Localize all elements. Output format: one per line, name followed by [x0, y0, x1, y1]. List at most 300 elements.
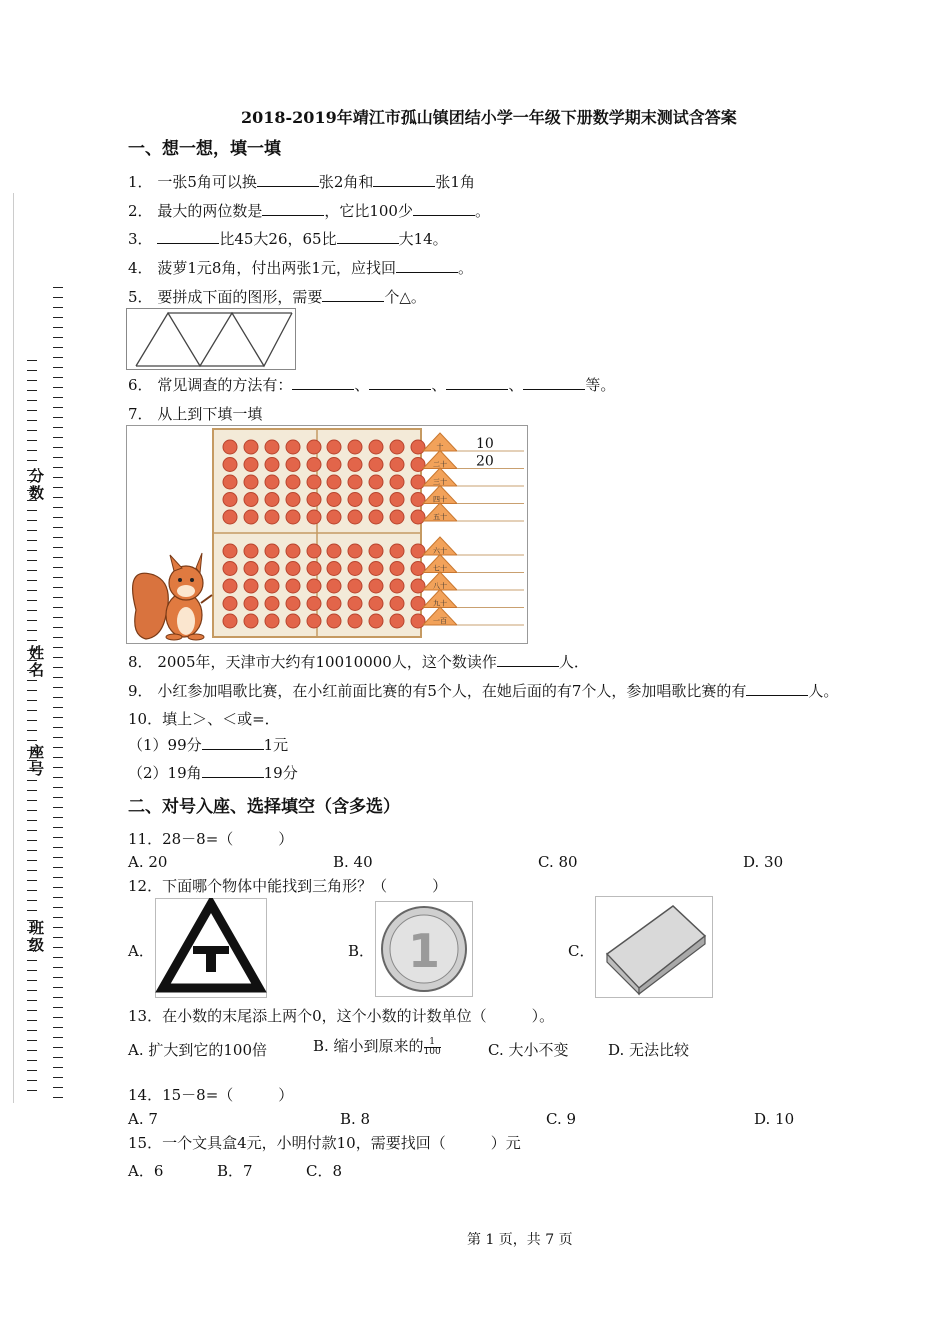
dash-mark: [53, 377, 63, 378]
dash-mark: [27, 460, 37, 461]
bead: [307, 562, 321, 576]
bead: [348, 440, 362, 454]
dash-mark: [27, 400, 37, 401]
bead: [286, 597, 300, 611]
dash-mark: [27, 420, 37, 421]
dash-mark: [27, 1010, 37, 1011]
dash-mark: [53, 617, 63, 618]
dash-mark: [53, 627, 63, 628]
option-a[interactable]: A．6: [128, 1162, 164, 1180]
question-15: 15．一个文具盒4元，小明付款10，需要找回（ ）元: [128, 1134, 521, 1152]
bead: [390, 562, 404, 576]
dash-mark: [27, 780, 37, 781]
dash-mark: [53, 357, 63, 358]
dash-mark: [53, 937, 63, 938]
dash-mark: [53, 1057, 63, 1058]
dash-mark: [27, 610, 37, 611]
margin-label-name: 姓名: [27, 645, 45, 679]
bead: [369, 579, 383, 593]
dash-mark: [27, 1030, 37, 1031]
bead: [390, 493, 404, 507]
dash-mark: [53, 287, 63, 288]
bead: [223, 562, 237, 576]
option-d[interactable]: D. 30: [743, 853, 784, 871]
bead: [369, 475, 383, 489]
ladder-label: 九十: [433, 599, 447, 608]
answer-blank[interactable]: [257, 172, 319, 187]
dash-mark: [27, 1020, 37, 1021]
ladder-label: 三十: [433, 478, 447, 486]
dash-mark: [53, 297, 63, 298]
dash-column-right: [53, 287, 63, 1107]
bead: [286, 562, 300, 576]
bead: [307, 510, 321, 524]
dash-mark: [53, 857, 63, 858]
bead: [244, 510, 258, 524]
bead: [411, 562, 425, 576]
option-c[interactable]: C. 80: [538, 853, 578, 871]
ladder-label: 二十: [433, 460, 447, 469]
bead: [390, 510, 404, 524]
page-title: 2018-2019年靖江市孤山镇团结小学一年级下册数学期末测试含答案: [241, 108, 737, 127]
question-10: 10．填上＞、＜或=．: [128, 710, 280, 728]
coin-digit: 1: [407, 924, 441, 978]
dash-mark: [27, 600, 37, 601]
bead: [390, 440, 404, 454]
dash-mark: [27, 790, 37, 791]
bead: [327, 493, 341, 507]
bead: [244, 440, 258, 454]
answer-blank[interactable]: [497, 652, 559, 667]
dash-mark: [53, 967, 63, 968]
dash-mark: [27, 570, 37, 571]
dash-mark: [27, 1040, 37, 1041]
bead: [244, 597, 258, 611]
option-b[interactable]: B. 8: [340, 1110, 371, 1128]
bead: [411, 458, 425, 472]
dash-mark: [27, 530, 37, 531]
page-footer: 第 1 页，共 7 页: [467, 1232, 573, 1248]
dash-mark: [53, 767, 63, 768]
bead: [223, 475, 237, 489]
dash-mark: [53, 747, 63, 748]
dash-mark: [53, 407, 63, 408]
margin-label-score: 分数: [27, 468, 45, 502]
dash-mark: [27, 520, 37, 521]
dash-mark: [53, 827, 63, 828]
question-4: 4． 菠萝1元8角，付出两张1元，应找回 。: [128, 259, 473, 277]
bead: [265, 544, 279, 558]
section-2-heading: 二、对号入座、选择填空（含多选）: [128, 797, 400, 817]
bead: [286, 458, 300, 472]
bead: [411, 597, 425, 611]
dash-mark: [27, 640, 37, 641]
bead: [348, 475, 362, 489]
dash-mark: [53, 807, 63, 808]
dash-mark: [27, 890, 37, 891]
dash-mark: [53, 517, 63, 518]
bead: [286, 493, 300, 507]
ladder-label: 五十: [433, 513, 447, 521]
dash-mark: [53, 697, 63, 698]
dash-mark: [27, 970, 37, 971]
dash-mark: [53, 757, 63, 758]
dash-mark: [53, 587, 63, 588]
dash-mark: [53, 897, 63, 898]
option-a[interactable]: A. 20: [128, 853, 168, 871]
dash-mark: [27, 550, 37, 551]
bead: [348, 493, 362, 507]
bead: [307, 493, 321, 507]
option-b[interactable]: B．7: [217, 1162, 253, 1180]
dash-mark: [53, 327, 63, 328]
answer-blank[interactable]: [746, 681, 808, 696]
dash-mark: [27, 370, 37, 371]
dash-mark: [53, 717, 63, 718]
bead: [286, 440, 300, 454]
bead: [369, 614, 383, 628]
bead: [286, 475, 300, 489]
bead: [411, 544, 425, 558]
dash-mark: [27, 800, 37, 801]
dash-mark: [53, 607, 63, 608]
answer-blank[interactable]: [373, 172, 435, 187]
dash-mark: [27, 810, 37, 811]
dash-mark: [27, 980, 37, 981]
dash-mark: [53, 667, 63, 668]
dash-mark: [53, 707, 63, 708]
dash-mark: [53, 917, 63, 918]
dash-mark: [53, 777, 63, 778]
dash-mark: [27, 700, 37, 701]
question-10-sub1: （1）99分 1元: [128, 736, 289, 754]
dash-mark: [53, 657, 63, 658]
bead: [307, 579, 321, 593]
bead: [327, 475, 341, 489]
bead: [223, 597, 237, 611]
dash-mark: [53, 927, 63, 928]
dash-mark: [53, 467, 63, 468]
dash-mark: [27, 960, 37, 961]
bead: [348, 597, 362, 611]
bead: [265, 597, 279, 611]
ladder-answer: 20: [476, 453, 494, 470]
answer-blank[interactable]: [396, 258, 458, 273]
coin-image: [375, 901, 473, 997]
bead: [265, 579, 279, 593]
bead: [369, 597, 383, 611]
dash-mark: [53, 947, 63, 948]
question-1: 1． 一张5角可以换 张2角和 张1角: [128, 173, 475, 191]
dash-mark: [53, 537, 63, 538]
triangle-figure: [126, 308, 296, 370]
bead: [348, 614, 362, 628]
bead: [265, 493, 279, 507]
bead: [327, 562, 341, 576]
bead: [411, 614, 425, 628]
bead: [390, 597, 404, 611]
bead: [265, 458, 279, 472]
dash-mark: [53, 1077, 63, 1078]
dash-mark: [27, 1060, 37, 1061]
dash-mark: [53, 887, 63, 888]
dash-mark: [27, 410, 37, 411]
bead: [265, 475, 279, 489]
bead: [286, 510, 300, 524]
dash-mark: [53, 737, 63, 738]
question-11: 11．28－8=（ ）: [128, 830, 294, 848]
dash-mark: [53, 647, 63, 648]
question-5: 5． 要拼成下面的图形，需要 个△。: [128, 288, 426, 306]
dash-mark: [27, 380, 37, 381]
bead: [327, 597, 341, 611]
option-d[interactable]: D. 10: [754, 1110, 795, 1128]
question-3: 3． 比45大26，65比 大14。: [128, 230, 448, 248]
dash-mark: [27, 990, 37, 991]
dash-mark: [53, 547, 63, 548]
bead: [348, 579, 362, 593]
bead: [369, 544, 383, 558]
bead: [265, 440, 279, 454]
question-10-sub2: （2）19角 19分: [128, 764, 298, 782]
bead: [307, 458, 321, 472]
margin-label-seat: 座号: [27, 744, 45, 778]
question-8: 8． 2005年，天津市大约有10010000人，这个数读作 人．: [128, 653, 589, 671]
dash-mark: [53, 367, 63, 368]
dash-mark: [27, 450, 37, 451]
dash-mark: [27, 510, 37, 511]
question-2: 2． 最大的两位数是 ，它比100少 。: [128, 202, 490, 220]
dash-mark: [53, 977, 63, 978]
answer-blank[interactable]: [202, 735, 264, 750]
bead: [327, 544, 341, 558]
dash-mark: [53, 677, 63, 678]
dash-mark: [53, 397, 63, 398]
bead: [411, 579, 425, 593]
bead: [244, 562, 258, 576]
answer-blank[interactable]: [413, 201, 475, 216]
dash-mark: [53, 417, 63, 418]
dash-mark: [53, 1027, 63, 1028]
bead: [411, 440, 425, 454]
dash-mark: [27, 830, 37, 831]
answer-blank[interactable]: [337, 229, 399, 244]
option-a[interactable]: A. 7: [128, 1110, 158, 1128]
dash-mark: [27, 430, 37, 431]
bead: [390, 579, 404, 593]
ladder-label: 十: [436, 443, 444, 451]
dash-mark: [53, 867, 63, 868]
dash-mark: [27, 1070, 37, 1071]
dash-mark: [27, 540, 37, 541]
dash-mark: [53, 577, 63, 578]
dash-mark: [27, 440, 37, 441]
bead: [223, 440, 237, 454]
dash-mark: [53, 1037, 63, 1038]
dash-mark: [27, 360, 37, 361]
option-b[interactable]: B．: [348, 942, 375, 960]
dash-mark: [53, 487, 63, 488]
bead: [223, 579, 237, 593]
bead: [369, 458, 383, 472]
dash-mark: [27, 710, 37, 711]
option-a[interactable]: A．: [128, 942, 154, 960]
dash-mark: [53, 427, 63, 428]
bead: [223, 614, 237, 628]
bead: [244, 458, 258, 472]
dash-mark: [53, 347, 63, 348]
dash-mark: [53, 957, 63, 958]
bead: [327, 458, 341, 472]
dash-mark: [53, 567, 63, 568]
question-12: 12．下面哪个物体中能找到三角形？（ ）: [128, 877, 448, 895]
bead: [348, 544, 362, 558]
dash-mark: [27, 910, 37, 911]
dash-mark: [27, 580, 37, 581]
option-c[interactable]: C. 大小不变: [488, 1041, 569, 1059]
question-7: 7． 从上到下填一填: [128, 405, 263, 423]
option-b[interactable]: B. 缩小到原来的 $\frac{1}{100}$: [313, 1036, 441, 1057]
dash-mark: [53, 557, 63, 558]
dash-mark: [53, 727, 63, 728]
question-9: 9． 小红参加唱歌比赛，在小红前面比赛的有5个人，在她后面的有7个人，参加唱歌比赛的有 人。: [128, 682, 839, 700]
bead: [369, 562, 383, 576]
bead: [307, 614, 321, 628]
dash-mark: [53, 817, 63, 818]
traffic-sign-image: [155, 898, 267, 998]
dash-mark: [53, 387, 63, 388]
option-c[interactable]: C. 9: [546, 1110, 577, 1128]
dash-mark: [27, 870, 37, 871]
bead: [369, 440, 383, 454]
bead: [265, 562, 279, 576]
option-c[interactable]: C．8: [306, 1162, 343, 1180]
answer-blank[interactable]: [446, 375, 508, 390]
bead: [390, 458, 404, 472]
bead: [265, 614, 279, 628]
dash-mark: [53, 1017, 63, 1018]
bead: [369, 510, 383, 524]
eraser-image: [595, 896, 713, 998]
ladder-label: 六十: [433, 547, 447, 555]
question-6: 6． 常见调查的方法有： 、 、 、 等。: [128, 376, 616, 394]
dash-mark: [27, 390, 37, 391]
margin-label-class: 班级: [27, 920, 45, 954]
dash-mark: [53, 437, 63, 438]
bead: [307, 544, 321, 558]
section-1-heading: 一、想一想，填一填: [128, 139, 281, 159]
ladder-label: 七十: [433, 564, 447, 573]
dash-mark: [53, 997, 63, 998]
dash-mark: [27, 1050, 37, 1051]
dash-mark: [53, 637, 63, 638]
bead: [411, 510, 425, 524]
bead: [369, 493, 383, 507]
bead: [244, 579, 258, 593]
bead: [327, 614, 341, 628]
bead: [390, 475, 404, 489]
option-d[interactable]: D. 无法比较: [608, 1041, 690, 1059]
dash-mark: [53, 457, 63, 458]
dash-mark: [27, 820, 37, 821]
answer-blank[interactable]: [292, 375, 354, 390]
bead: [286, 579, 300, 593]
answer-blank[interactable]: [157, 229, 219, 244]
option-a[interactable]: A. 扩大到它的100倍: [128, 1041, 267, 1059]
dash-mark: [27, 630, 37, 631]
dash-mark: [53, 797, 63, 798]
answer-blank[interactable]: [322, 287, 384, 302]
bead: [307, 440, 321, 454]
ladder-label: 四十: [433, 495, 447, 504]
dash-mark: [53, 447, 63, 448]
bead: [223, 544, 237, 558]
dash-mark: [53, 527, 63, 528]
dash-mark: [53, 987, 63, 988]
dash-mark: [53, 307, 63, 308]
bead: [265, 510, 279, 524]
bead: [244, 614, 258, 628]
option-c[interactable]: C．: [568, 942, 595, 960]
dash-mark: [53, 507, 63, 508]
dash-mark: [53, 1007, 63, 1008]
dash-mark: [53, 787, 63, 788]
bead: [411, 475, 425, 489]
ladder-label: 八十: [433, 582, 447, 590]
dash-mark: [27, 720, 37, 721]
dash-mark: [27, 840, 37, 841]
bead: [307, 597, 321, 611]
dash-mark: [53, 597, 63, 598]
dash-mark: [53, 907, 63, 908]
dash-mark: [53, 1087, 63, 1088]
bead: [223, 510, 237, 524]
dash-mark: [53, 477, 63, 478]
bead: [411, 493, 425, 507]
dash-mark: [27, 900, 37, 901]
bead: [327, 579, 341, 593]
dash-mark: [27, 590, 37, 591]
dash-mark: [27, 730, 37, 731]
dash-mark: [53, 1067, 63, 1068]
dash-mark: [53, 687, 63, 688]
bead: [244, 544, 258, 558]
answer-blank[interactable]: [369, 375, 431, 390]
dash-mark: [53, 337, 63, 338]
answer-blank[interactable]: [202, 763, 264, 778]
dash-mark: [53, 847, 63, 848]
answer-blank[interactable]: [523, 375, 585, 390]
dash-mark: [27, 1000, 37, 1001]
bead: [223, 493, 237, 507]
dash-mark: [27, 1080, 37, 1081]
bead: [286, 614, 300, 628]
bead: [390, 544, 404, 558]
dash-mark: [27, 620, 37, 621]
dash-mark: [27, 560, 37, 561]
bead: [348, 562, 362, 576]
dash-mark: [27, 680, 37, 681]
bead-board-figure: [126, 425, 528, 644]
option-b[interactable]: B. 40: [333, 853, 373, 871]
dash-mark: [53, 1047, 63, 1048]
answer-blank[interactable]: [262, 201, 324, 216]
dash-mark: [53, 837, 63, 838]
question-14: 14．15－8=（ ）: [128, 1086, 294, 1104]
binding-line: [13, 193, 14, 1103]
bead: [223, 458, 237, 472]
dash-mark: [53, 497, 63, 498]
